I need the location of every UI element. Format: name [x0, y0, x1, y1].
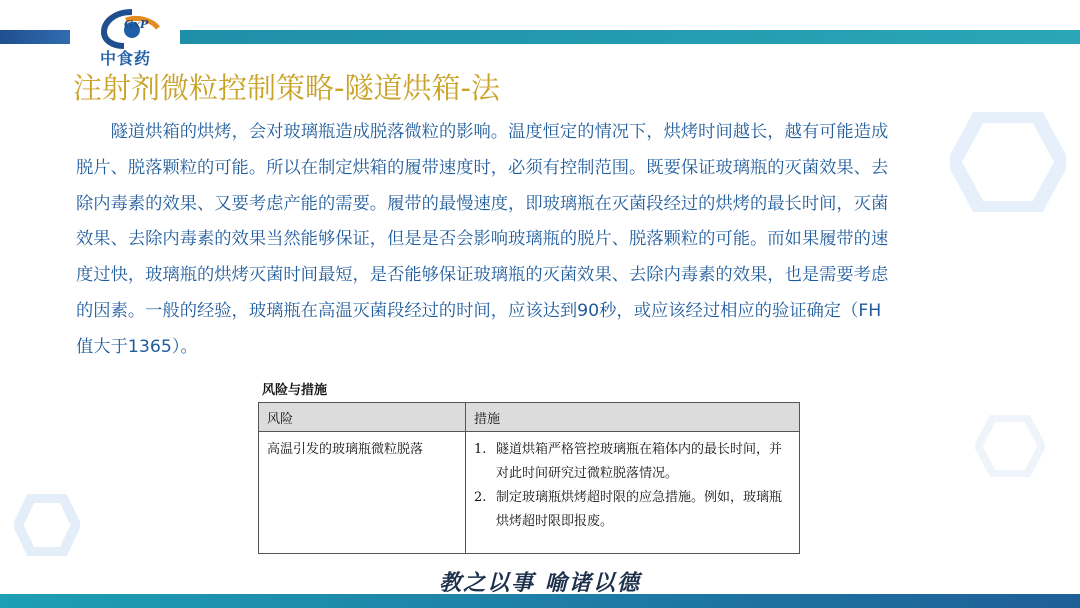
risk-cell: 高温引发的玻璃瓶微粒脱落 [259, 432, 466, 554]
measure-text: 隧道烘箱严格管控玻璃瓶在箱体内的最长时间，并对此时间研究过微粒脱落情况。 [496, 442, 783, 481]
column-header-measures: 措施 [466, 403, 800, 432]
body-paragraph: 隧道烘箱的烘烤，会对玻璃瓶造成脱落微粒的影响。温度恒定的情况下，烘烤时间越长，越有可能造成脱片、脱落颗粒的可能。所以在制定烘箱的履带速度时，必须有控制范围。既要保证玻璃瓶的灭菌效果、去除内毒素的效果、又要考虑产能的需要。履带的最慢速度，即玻璃瓶在灭菌段经过的烘烤的最长时间，灭菌效果、去除内毒素的效果当然能够保证，但是是否会影响玻璃瓶的脱片、脱落颗粒的可能。而如果履带的速度过快，玻璃瓶的烘烤灭菌时间最短，是否能够保证玻璃瓶的灭菌效果、去除内毒素的效果，也是需要考虑的因素。一般的经验，玻璃瓶在高温灭菌段经过的时间，应该达到90秒，或应该经过相应的验证确定（FH值大于1365）。 [76, 122, 889, 357]
table-caption: 风险与措施 [262, 383, 328, 398]
table-header-row [259, 403, 800, 432]
measure-item [474, 486, 791, 534]
measure-number: 2. [474, 490, 487, 505]
page-title: 注射剂微粒控制策略-隧道烘箱-法 [73, 71, 500, 105]
hexagon-decoration-icon [975, 415, 1045, 477]
measure-text: 制定玻璃瓶烘烤超时限的应急措施。例如，玻璃瓶烘烤超时限即报废。 [496, 490, 783, 529]
header-bar-left [0, 30, 70, 44]
footer-motto: 教之以事 喻诸以德 [439, 570, 641, 596]
logo-wordmark: 中食药 [100, 49, 152, 68]
risk-measures-table [258, 402, 800, 554]
measure-item [474, 438, 791, 486]
header-bar-right [180, 30, 1080, 44]
measures-cell [466, 432, 800, 554]
column-header-risk: 风险 [259, 403, 466, 432]
hexagon-decoration-icon [950, 112, 1066, 212]
table-row [259, 432, 800, 554]
hexagon-decoration-icon [14, 494, 80, 556]
measure-number: 1. [474, 442, 487, 457]
logo-tagline: GxP [124, 18, 149, 31]
